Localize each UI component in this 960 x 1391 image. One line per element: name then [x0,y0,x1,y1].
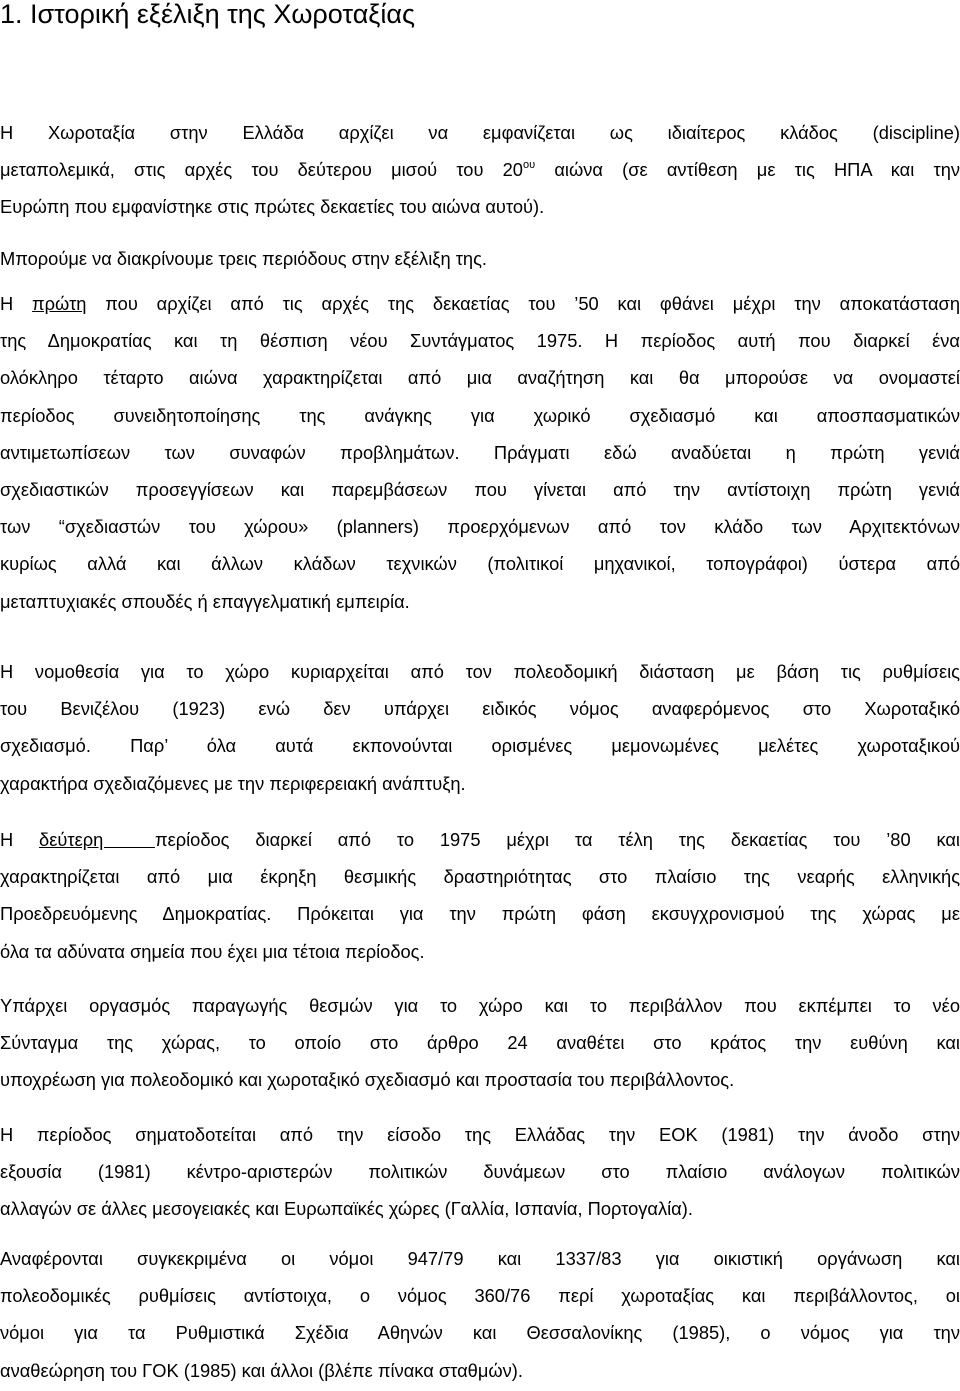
text-line: νόμοι για τα Ρυθμιστικά Σχέδια Αθηνών και Θεσσαλονίκης (1985), ο νόμος για την [0,1322,960,1344]
paragraph-legislation [0,653,960,802]
text-line: μεταπτυχιακές σπουδές ή επαγγελματική εμπειρία. [0,590,410,612]
paragraph-eec [0,1116,960,1228]
text-line: αναθεώρηση του ΓΟΚ (1985) και άλλοι (βλέπε πίνακα σταθμών). [0,1359,523,1381]
paragraph-periods [0,240,960,277]
text-line: Μπορούμε να διακρίνουμε τρεις περιόδους στην εξέλιξη της. [0,248,487,269]
section-heading: 1. Ιστορική εξέλιξη της Χωροταξίας [0,0,416,29]
text-line: της Δημοκρατίας και τη θέσπιση νέου Συντάγματος 1975. Η περίοδος αυτή που διαρκεί ένα [0,330,960,352]
text-line: χαρακτηρίζεται από μια έκρηξη θεσμικής δραστηριότητας στο πλαίσιο της νεαρής ελληνικής [0,866,960,888]
text-line: Υπάρχει οργασμός παραγωγής θεσμών για το χώρο και το περιβάλλον που εκπέμπει το νέο [0,995,960,1016]
paragraph-second-period [0,821,960,970]
text-line: ολόκληρο τέταρτο αιώνα χαρακτηρίζεται από μια αναζήτηση και θα μπορούσε να ονομαστεί [0,367,960,389]
text-line: Προεδρευόμενης Δημοκρατίας. Πρόκειται για την πρώτη φάση εκσυγχρονισμού της χώρας με [0,903,960,925]
text-line: εξουσία (1981) κέντρο-αριστερών πολιτικών δυνάμεων στο πλαίσιο ανάλογων πολιτικών [0,1161,960,1183]
text-line: Η περίοδος σηματοδοτείται από την είσοδο της Ελλάδας την ΕΟΚ (1981) την άνοδο στην [0,1124,960,1145]
underlined-word: δεύτερη [39,829,155,850]
paragraph-laws [0,1240,960,1389]
underlined-word: πρώτη [32,293,87,314]
text-line: Σύνταγμα της χώρας, το οποίο στο άρθρο 24 αναθέτει στο κράτος την ευθύνη και [0,1032,960,1054]
paragraph-institutions [0,987,960,1099]
text-line: υποχρέωση για πολεοδομικό και χωροταξικό σχεδιασμό και προστασία του περιβάλλοντος. [0,1069,735,1091]
text-line: αντιμετωπίσεων των συναφών προβλημάτων. Πράγματι εδώ αναδύεται η πρώτη γενιά [0,441,960,463]
text-line: Η Χωροταξία στην Ελλάδα αρχίζει να εμφανίζεται ως ιδιαίτερος κλάδος (discipline) [0,122,960,143]
text-line: πολεοδομικές ρυθμίσεις αντίστοιχα, ο νόμος 360/76 περί χωροταξίας και περιβάλλοντος, οι [0,1285,960,1307]
paragraph-first-period [0,285,960,620]
text-line: Η νομοθεσία για το χώρο κυριαρχείται από τον πολεοδομική διάσταση με βάση τις ρυθμίσεις [0,661,960,682]
text-line: των “σχεδιαστών του χώρου» (planners) προερχόμενων από τον κλάδο των Αρχιτεκτόνων [0,516,960,538]
text-line: Η πρώτη που αρχίζει από τις αρχές της δεκαετίας του ’50 και φθάνει μέχρι την αποκατάσταση [0,293,960,314]
text-line: μεταπολεμικά, στις αρχές του δεύτερου μισού του $20^{o\upsilon}$ αιώνα (σε αντίθεση με τις ΗΠΑ και την [0,159,960,181]
text-line: Ευρώπη που εμφανίστηκε στις πρώτες δεκαετίες του αιώνα αυτού). [0,196,545,218]
text-line: του Βενιζέλου (1923) ενώ δεν υπάρχει ειδικός νόμος αναφερόμενος στο Χωροταξικό [0,698,960,720]
superscript: ου [522,159,536,172]
text-line: σχεδιαστικών προσεγγίσεων και παρεμβάσεων που γίνεται από την αντίστοιχη πρώτη γενιά [0,478,960,500]
text-line: Αναφέρονται συγκεκριμένα οι νόμοι 947/79 και 1337/83 για οικιστική οργάνωση και [0,1248,960,1269]
text-line: χαρακτήρα σχεδιαζόμενες με την περιφερειακή ανάπτυξη. [0,772,466,794]
text-line: Η δεύτερη περίοδος διαρκεί από το 1975 μέχρι τα τέλη της δεκαετίας του ’80 και [0,829,960,850]
text-line: όλα τα αδύνατα σημεία που έχει μια τέτοια περίοδος. [0,940,425,962]
text-line: περίοδος συνειδητοποίησης της ανάγκης για χωρικό σχεδιασμό και αποσπασματικών [0,404,960,426]
paragraph-intro [0,114,960,226]
text-line: αλλαγών σε άλλες μεσογειακές και Ευρωπαϊκές χώρες (Γαλλία, Ισπανία, Πορτογαλία). [0,1198,693,1220]
text-line: κυρίως αλλά και άλλων κλάδων τεχνικών (πολιτικοί μηχανικοί, τοπογράφοι) ύστερα από [0,553,960,575]
text-line: σχεδιασμό. Παρ’ όλα αυτά εκπονούνται ορισμένες μεμονωμένες μελέτες χωροταξικού [0,735,960,757]
